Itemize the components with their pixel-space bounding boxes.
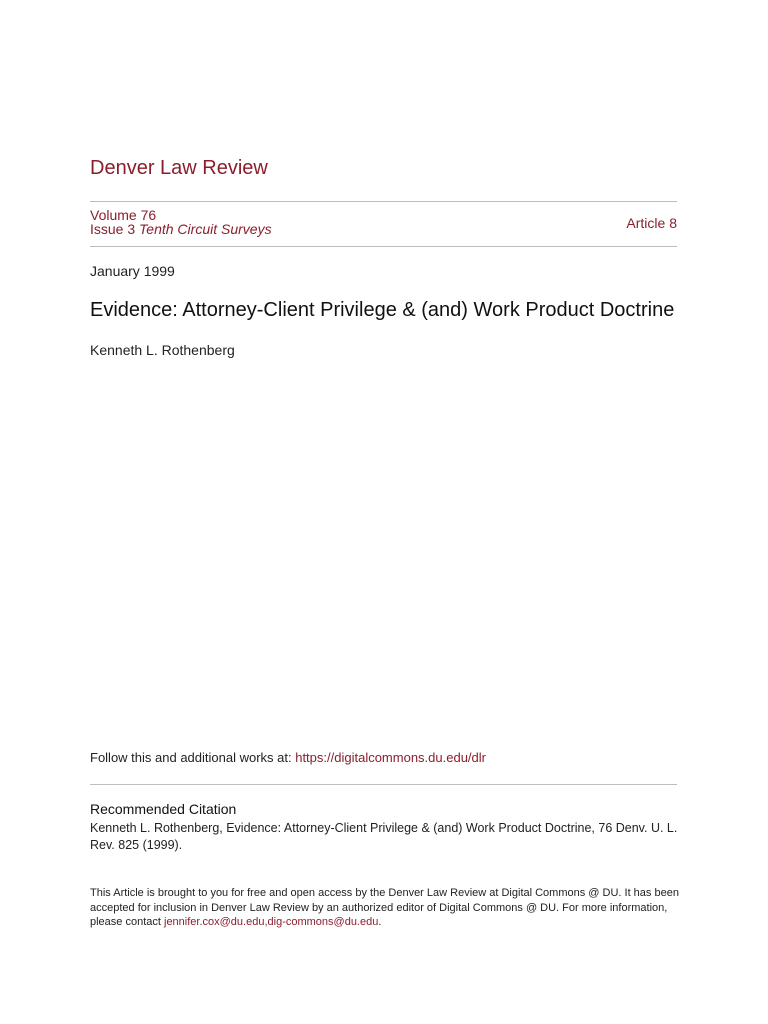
volume-link[interactable]: Volume 76 xyxy=(90,207,157,223)
issue-link[interactable]: Issue 3 xyxy=(90,221,136,237)
author-name: Kenneth L. Rothenberg xyxy=(90,342,235,358)
article-title: Evidence: Attorney-Client Privilege & (and) Work Product Doctrine xyxy=(90,299,675,321)
access-notice-text: This Article is brought to you for free and open access by the Denver Law Review at Digital Commons @ DU. It has been accepted for inclusion in Denver Law Review by an authorized editor of Digital Commons @ DU. For more information, please contact xyxy=(90,887,679,928)
access-notice xyxy=(90,886,680,930)
divider-top xyxy=(90,201,677,202)
access-notice-end: . xyxy=(378,916,382,928)
follow-text: Follow this and additional works at: xyxy=(90,750,296,765)
volume-issue-block xyxy=(90,208,272,236)
article-number-link[interactable]: Article 8 xyxy=(626,215,677,231)
journal-title-link[interactable]: Denver Law Review xyxy=(90,157,268,179)
divider-bottom xyxy=(90,784,677,785)
issue-line xyxy=(90,222,272,236)
divider-middle xyxy=(90,246,677,247)
collection-link[interactable]: https://digitalcommons.du.edu/dlr xyxy=(295,750,486,765)
citation-text: Kenneth L. Rothenberg, Evidence: Attorney-Client Privilege & (and) Work Product Doctrine, 76 Denv. U. L. Rev. 825 (1999). xyxy=(90,821,678,852)
recommended-citation-heading: Recommended Citation xyxy=(90,801,237,817)
publication-date: January 1999 xyxy=(90,263,175,279)
contact-email-link[interactable]: jennifer.cox@du.edu,dig-commons@du.edu xyxy=(164,916,379,928)
follow-line xyxy=(90,750,486,765)
issue-name: Tenth Circuit Surveys xyxy=(139,221,272,237)
